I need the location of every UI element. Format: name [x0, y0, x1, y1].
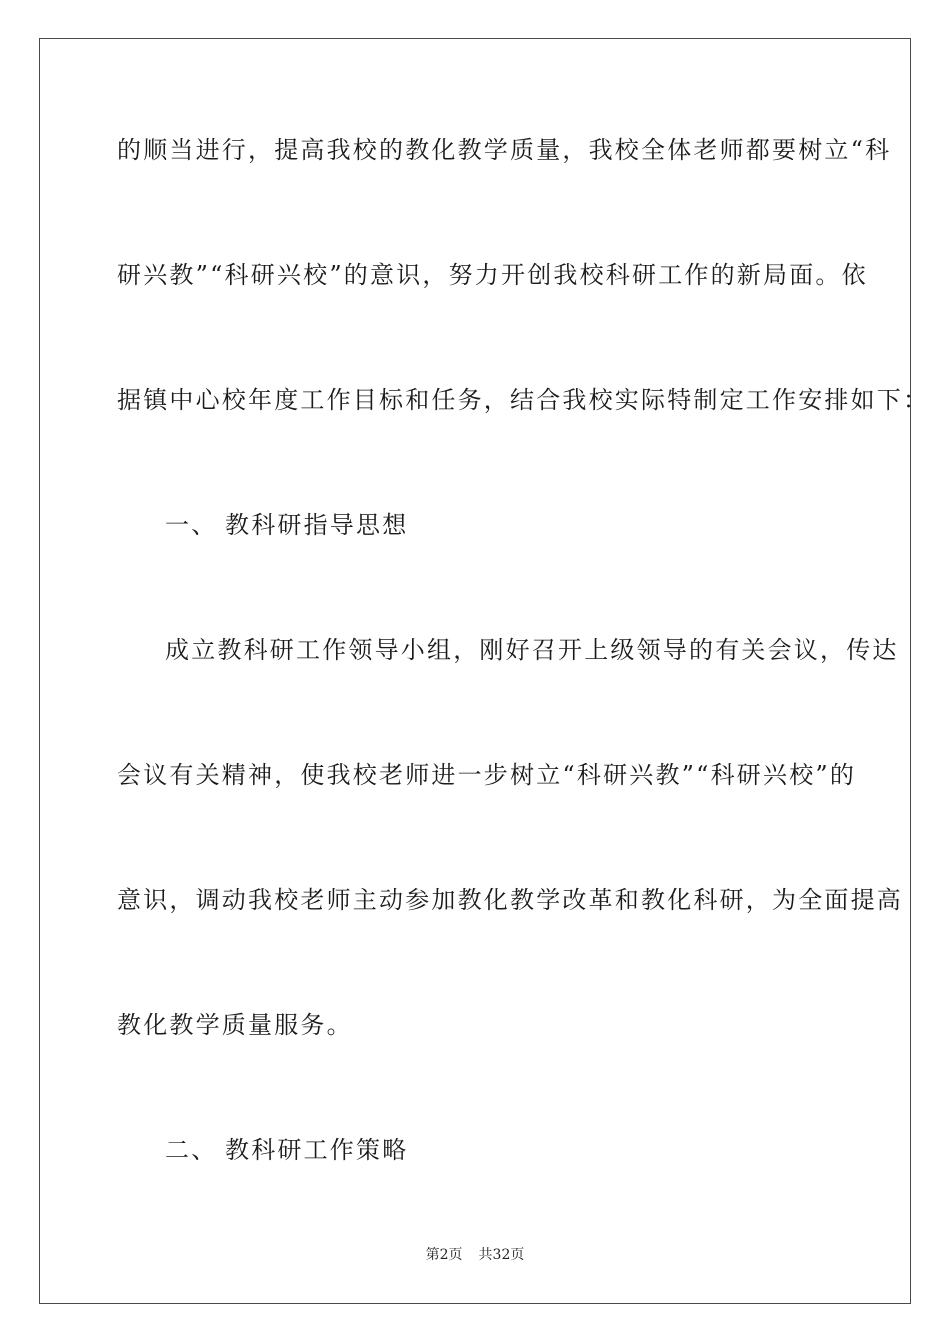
- paragraph-1-line-2: 研兴教”“科研兴校”的意识，努力开创我校科研工作的新局面。依: [117, 261, 868, 289]
- section-heading-2: [165, 1135, 408, 1165]
- section-number: 一、: [165, 511, 218, 539]
- paragraph-2-line-3: 意识，调动我校老师主动参加教化教学改革和教化科研，为全面提高: [117, 886, 903, 914]
- paragraph-1-line-1: 的顺当进行，提高我校的教化教学质量，我校全体老师都要树立“科: [117, 136, 892, 164]
- section-heading-1: [165, 510, 408, 540]
- page-number: 第2页: [425, 1247, 463, 1263]
- paragraph-1-line-3: 据镇中心校年度工作目标和任务，结合我校实际特制定工作安排如下：: [117, 386, 930, 414]
- paragraph-2-line-4: 教化教学质量服务。: [117, 1011, 353, 1039]
- page-border: [39, 38, 911, 1304]
- section-title: 教科研工作策略: [225, 1136, 409, 1164]
- total-pages: 共32页: [478, 1247, 525, 1263]
- page-footer: [0, 1245, 950, 1265]
- section-title: 教科研指导思想: [225, 511, 409, 539]
- section-number: 二、: [165, 1136, 218, 1164]
- paragraph-2-line-1: 成立教科研工作领导小组，刚好召开上级领导的有关会议，传达: [165, 636, 899, 664]
- paragraph-2-line-2: 会议有关精神，使我校老师进一步树立“科研兴教”“科研兴校”的: [117, 761, 857, 789]
